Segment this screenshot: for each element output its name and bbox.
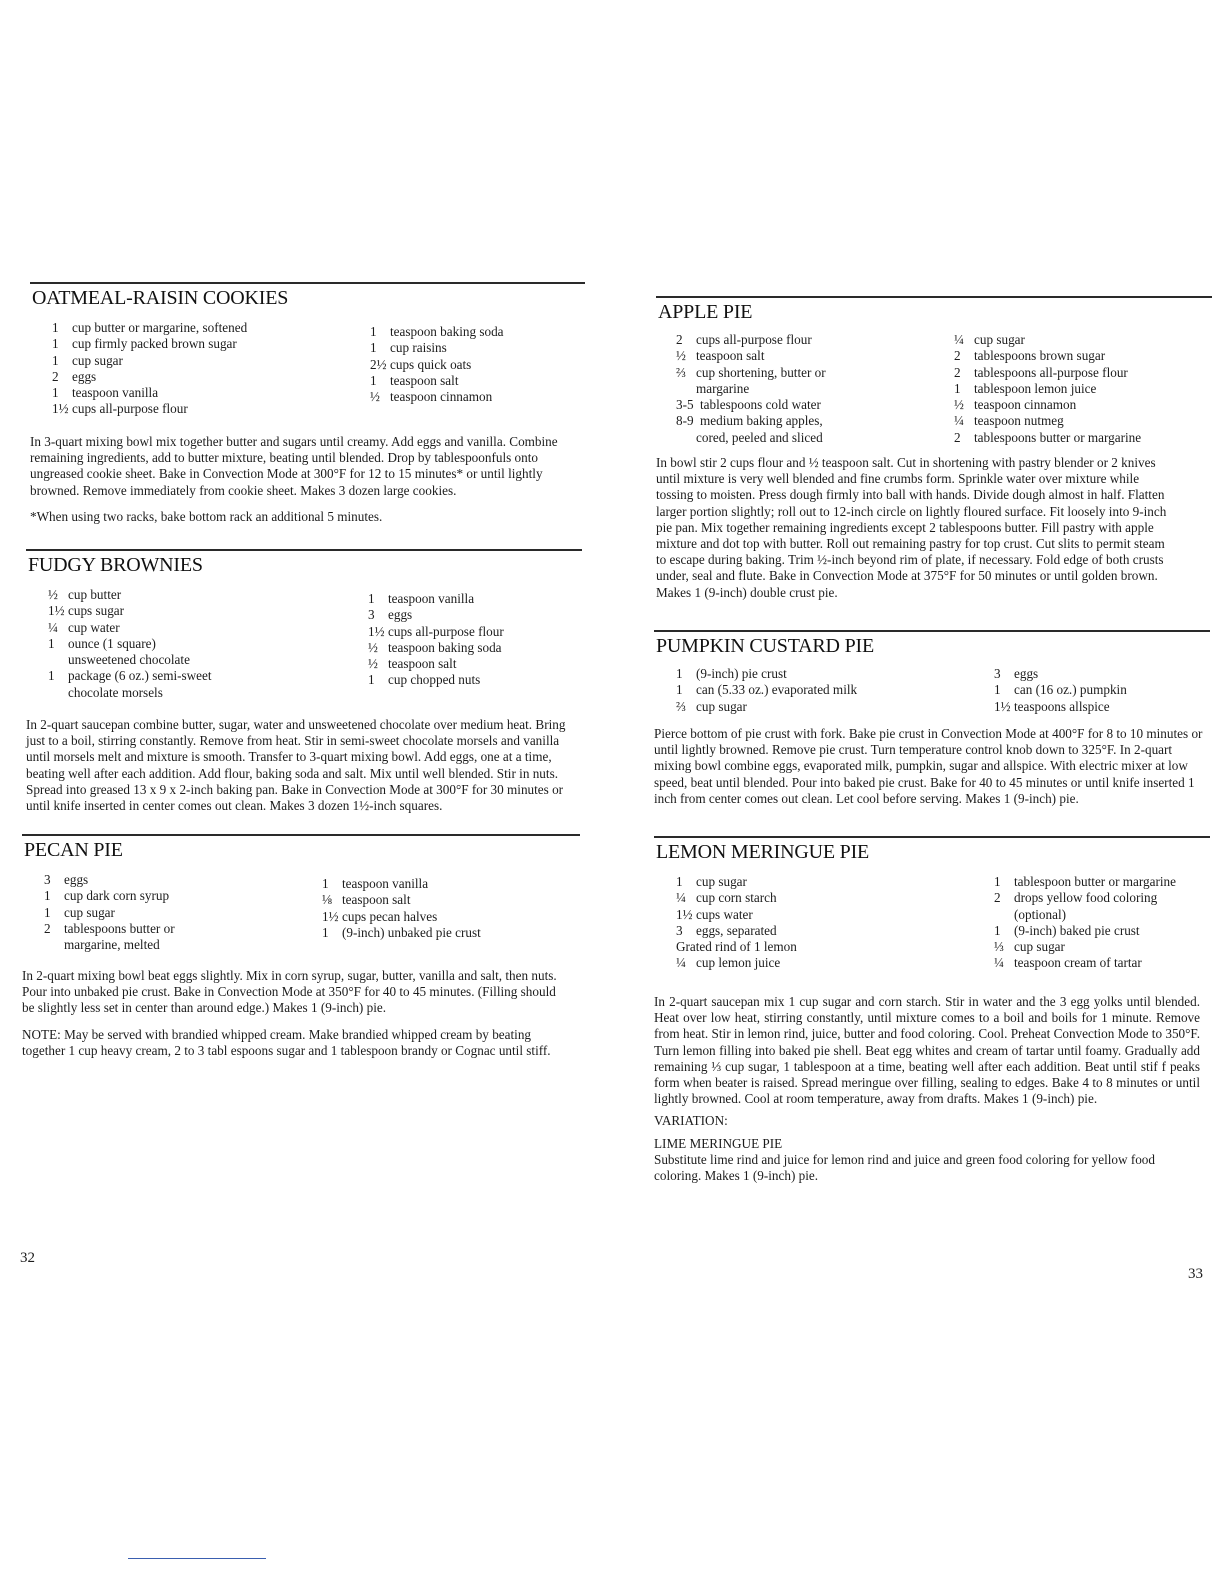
ingredients (654, 666, 1210, 718)
ingredient: 2 tablespoons butter or margarine (954, 429, 1142, 445)
ingredient: 1 cup firmly packed brown sugar (52, 336, 237, 352)
ingredient: 1 (9-inch) baked pie crust (994, 922, 1140, 938)
ingredient: 1 teaspoon vanilla (368, 591, 475, 606)
ingredient: 2 cups all-purpose flour (676, 332, 812, 347)
ingredient: ¼ teaspoon cream of tartar (994, 955, 1142, 971)
ingredient: 1 cup butter or margarine, softened (52, 320, 248, 335)
ingredients-left-column (676, 332, 826, 446)
ingredients-right-column (322, 876, 481, 941)
ingredient: 1 cup sugar (52, 352, 123, 368)
ingredient: 1 (9-inch) unbaked pie crust (322, 924, 481, 940)
instructions: In bowl stir 2 cups flour and ½ teaspoon salt. Cut in shortening with pastry blender or 2 knives until mixture is very well blended and fine crumbs form. Sprinkle water over mixture while tossing to moisten. Press dough firmly into ball with hands. Divide dough almost in half. Flatten larger portion slightly; roll out to 12-inch circle on lightly floured surface. Fit loosely into 9-inch pie pan. Mix together remaining ingredients except 2 tablespoons butter. Fill pastry with apple mixture and dot top with butter. Roll out remaining pastry for top crust. Cut slits to permit steam to escape during baking. Trim ½-inch beyond rim of plate, if necessary. Fold edge of both crusts under, seal and flute. Bake in Convection Mode at 375°F for 50 minutes or until golden brown. Makes 1 (9-inch) double crust pie. (656, 455, 1167, 600)
recipe-apple-pie (656, 296, 1212, 601)
ingredient: ½ teaspoon salt (676, 348, 765, 364)
ingredient: 1½ cups pecan halves (322, 908, 438, 924)
note: NOTE: May be served with brandied whipped cream. Make brandied whipped cream by beating together 1 cup heavy cream, 2 to 3 tabl espoons sugar and 1 tablespoon brandy or Cognac until stiff. (22, 1026, 551, 1058)
ingredient: margarine (696, 380, 750, 396)
ingredient: ⅔ cup sugar (676, 698, 747, 714)
recipe-oatmeal-raisin-cookies (30, 282, 585, 525)
section-rule (654, 630, 1210, 632)
ingredient: ⅛ teaspoon salt (322, 892, 411, 908)
ingredient: 2 tablespoons butter or (44, 920, 175, 936)
page-number-left: 32 (20, 1250, 35, 1266)
ingredient: margarine, melted (64, 937, 160, 953)
ingredient: 2 drops yellow food coloring (994, 890, 1158, 906)
ingredient: ⅔ cup shortening, butter or (676, 364, 826, 380)
ingredient: 3 eggs (994, 666, 1039, 681)
ingredient: ¼ cup lemon juice (676, 955, 781, 971)
ingredient: 1½ cups sugar (48, 603, 125, 619)
ingredient: Grated rind of 1 lemon (676, 939, 797, 955)
ingredients (654, 874, 1210, 974)
ingredient: ½ teaspoon cinnamon (370, 389, 493, 405)
ingredient: 1 tablespoon butter or margarine (994, 874, 1176, 889)
recipe-title: APPLE PIE (658, 301, 753, 323)
ingredient: 1 ounce (1 square) (48, 635, 156, 651)
ingredient: 1 cup sugar (44, 904, 115, 920)
ingredient: 1 teaspoon vanilla (322, 876, 429, 891)
instructions: In 2-quart saucepan mix 1 cup sugar and corn starch. Stir in water and the 3 egg yolks until blended. Heat over low heat, stirring constantly, until mixture comes to a boil and boils for 1 minute. Remove from heat. Stir in lemon rind, juice, butter and food coloring. Cool. Preheat Convection Mode to 350°F. Turn lemon filling into baked pie shell. Beat egg whites and cream of tartar until foamy. Gradually add remaining ⅓ cup sugar, 1 tablespoon at a time, beating well after each addition. Beat until stif f peaks form when beater is raised. Spread meringue over filling, sealing to edges. Bake 4 to 8 minutes or until lightly browned. Cool at room temperature, away from drafts. Makes 1 (9-inch) pie. (654, 994, 1200, 1107)
footnote: *When using two racks, bake bottom rack an additional 5 minutes. (30, 508, 383, 524)
ingredients (30, 320, 585, 420)
ingredients-right-column (954, 332, 1141, 446)
section-rule (656, 296, 1212, 298)
ingredient: 1 teaspoon salt (370, 372, 459, 388)
ingredient: ¼ cup sugar (954, 332, 1025, 347)
ingredient: 1 can (5.33 oz.) evaporated milk (676, 682, 858, 698)
instructions: Pierce bottom of pie crust with fork. Bake pie crust in Convection Mode at 400°F for 8 to 10 minutes or until lightly browned. Remove pie crust. Turn temperature control knob down to 325°F. In 2-quart mixing bowl combine eggs, evaporated milk, pumpkin, sugar and allspice. With electric mixer at low speed, beat until blended. Pour into baked pie crust. Bake for 40 to 45 minutes or until knife inserted 1 inch from center comes out clean. Let cool before serving. Makes 1 (9-inch) pie. (654, 726, 1203, 806)
recipe-pecan-pie (22, 834, 580, 1059)
recipe-title: PECAN PIE (24, 839, 123, 861)
ingredient: 2 eggs (52, 368, 97, 384)
ingredient: 1½ teaspoons allspice (994, 698, 1110, 714)
recipe-title: PUMPKIN CUSTARD PIE (656, 635, 874, 657)
ingredient: 1 cup raisins (370, 340, 447, 356)
ingredient: 1 teaspoon vanilla (52, 385, 159, 401)
section-rule (654, 836, 1210, 838)
ingredient: 1½ cups all-purpose flour (52, 401, 188, 417)
ingredient: ¼ cup corn starch (676, 890, 777, 906)
variation-title: LIME MERINGUE PIE (654, 1135, 783, 1151)
section-rule (30, 282, 585, 284)
ingredient: 1 tablespoon lemon juice (954, 380, 1097, 396)
ingredient: 1 cup sugar (676, 874, 747, 889)
ingredients (26, 587, 582, 703)
ingredient: 1½ cups water (676, 906, 753, 922)
instructions: In 2-quart mixing bowl beat eggs slightly. Mix in corn syrup, sugar, butter, vanilla and salt, then nuts. Pour into unbaked pie crust. Bake in Convection Mode at 350°F for 40 to 45 minutes. (Filling should be slightly less set in center than around edge.) Makes 1 (9-inch) pie. (22, 968, 557, 1016)
ingredient: (optional) (1014, 906, 1067, 922)
ingredient: unsweetened chocolate (68, 652, 190, 668)
ingredient: 1 cup chopped nuts (368, 672, 481, 688)
ingredient: 1½ cups all-purpose flour (368, 623, 504, 639)
ingredient: 1 can (16 oz.) pumpkin (994, 682, 1127, 698)
ingredients-left-column (48, 587, 212, 701)
ingredient: 3 eggs (368, 607, 413, 623)
ingredient: ½ teaspoon baking soda (368, 639, 502, 655)
ingredients (22, 872, 580, 956)
bottom-link-underline (128, 1558, 266, 1559)
section-rule (26, 549, 582, 551)
instructions: In 2-quart saucepan combine butter, sugar, water and unsweetened chocolate over medium heat. Bring just to a boil, stirring constantly. Remove from heat. Stir in semi-sweet chocolate morsels and vanilla until morsels melt and mixture is smooth. Transfer to 3-quart mixing bowl. Add eggs, one at a time, beating well after each addition. Add flour, baking soda and salt. Mix until well blended. Stir in nuts. Spread into greased 13 x 9 x 2-inch baking pan. Bake in Convection Mode at 300°F for 30 minutes or until knife inserted in center comes out clean. Makes 3 dozen 1½-inch squares. (26, 717, 566, 814)
ingredient: 1 (9-inch) pie crust (676, 666, 787, 681)
variation-label: VARIATION: (654, 1113, 728, 1129)
instructions: In 3-quart mixing bowl mix together butter and sugars until creamy. Add eggs and vanilla. Combine remaining ingredients, add to butter mixture, beating until blended. Drop by tablespoonfuls onto ungreased cookie sheet. Bake in Convection Mode at 300°F for 12 to 15 minutes* or until lightly browned. Remove immediately from cookie sheet. Makes 3 dozen large cookies. (30, 434, 558, 498)
recipe-lemon-meringue-pie (654, 836, 1210, 1184)
section-rule (22, 834, 580, 836)
ingredient: 3 eggs, separated (676, 922, 777, 938)
ingredient: ¼ teaspoon nutmeg (954, 413, 1064, 429)
ingredient: 2 tablespoons all-purpose flour (954, 364, 1128, 380)
ingredients-right-column (370, 324, 504, 405)
variation-instructions: Substitute lime rind and juice for lemon rind and juice and green food coloring for yellow food coloring. Makes 1 (9-inch) pie. (654, 1151, 1155, 1184)
ingredient: 3 eggs (44, 872, 89, 887)
ingredient: 2 tablespoons brown sugar (954, 348, 1106, 364)
ingredient: 8-9 medium baking apples, (676, 413, 823, 429)
recipe-fudgy-brownies (26, 549, 582, 814)
ingredient: 3-5 tablespoons cold water (676, 397, 821, 413)
ingredient: 1 teaspoon baking soda (370, 324, 504, 339)
ingredients-right-column (368, 591, 504, 689)
ingredient: ½ teaspoon cinnamon (954, 397, 1077, 413)
ingredients-left-column (52, 320, 247, 418)
ingredient: ½ teaspoon salt (368, 656, 457, 672)
recipe-title: FUDGY BROWNIES (28, 554, 203, 576)
ingredients-left-column (676, 874, 797, 972)
ingredients-right-column (994, 666, 1127, 715)
recipe-title: OATMEAL-RAISIN COOKIES (32, 287, 289, 309)
ingredients-right-column (994, 874, 1176, 972)
ingredient: cored, peeled and sliced (696, 429, 823, 445)
ingredient: 1 cup dark corn syrup (44, 888, 170, 904)
ingredients (656, 332, 1212, 448)
ingredient: ¼ cup water (48, 619, 120, 635)
ingredient: chocolate morsels (68, 684, 163, 700)
ingredient: ⅓ cup sugar (994, 939, 1065, 955)
recipe-pumpkin-custard-pie (654, 630, 1210, 807)
ingredient: 2½ cups quick oats (370, 356, 472, 372)
ingredients-left-column (676, 666, 857, 715)
ingredient: ½ cup butter (48, 587, 122, 602)
recipe-title: LEMON MERINGUE PIE (656, 841, 870, 863)
ingredients-left-column (44, 872, 175, 953)
page-number-right: 33 (1188, 1266, 1203, 1282)
ingredient: 1 package (6 oz.) semi-sweet (48, 668, 212, 684)
